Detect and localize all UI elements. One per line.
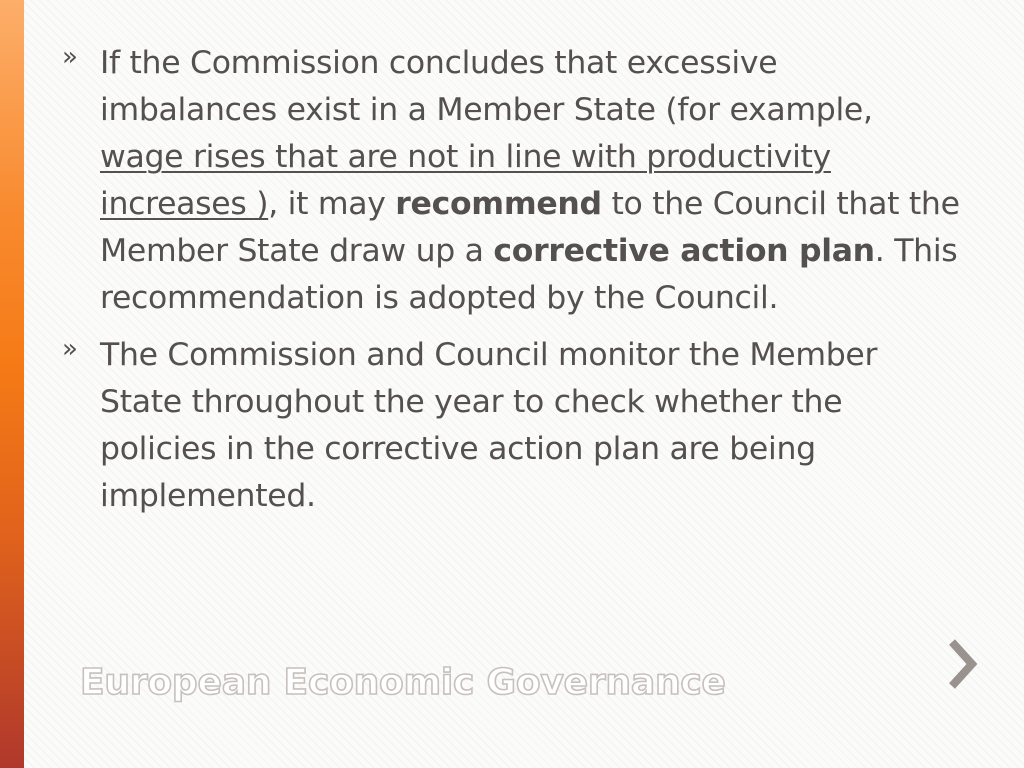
bullet-marker: »: [62, 42, 78, 72]
bullet-item: [62, 40, 962, 322]
bullet-item: [62, 332, 962, 520]
bullet-text-part: If the Commission concludes that excessive imbalances exist in a Member State (for example,: [100, 45, 873, 128]
bullet-text-part: , it may: [268, 186, 396, 222]
bullet-text: [100, 40, 962, 322]
slide-content: [62, 40, 962, 530]
bullet-marker: »: [62, 334, 78, 364]
bold-term-corrective-action-plan: corrective action plan: [493, 233, 875, 269]
bullet-text-part: to the Council that the Member State draw up a: [100, 186, 960, 269]
chevron-right-icon[interactable]: [938, 636, 984, 692]
underlined-link[interactable]: wage rises that are not in line with productivity increases ): [100, 139, 831, 222]
bold-term-recommend: recommend: [395, 186, 602, 222]
accent-side-bar: [0, 0, 24, 768]
bullet-text-part: . This recommendation is adopted by the Council.: [100, 233, 958, 316]
footer-title: European Economic Governance: [80, 662, 726, 703]
bullet-text: The Commission and Council monitor the Member State throughout the year to check whether the policies in the corrective action plan are being implemented.: [100, 337, 878, 514]
chevron-right-icon-graphic: [938, 636, 984, 692]
